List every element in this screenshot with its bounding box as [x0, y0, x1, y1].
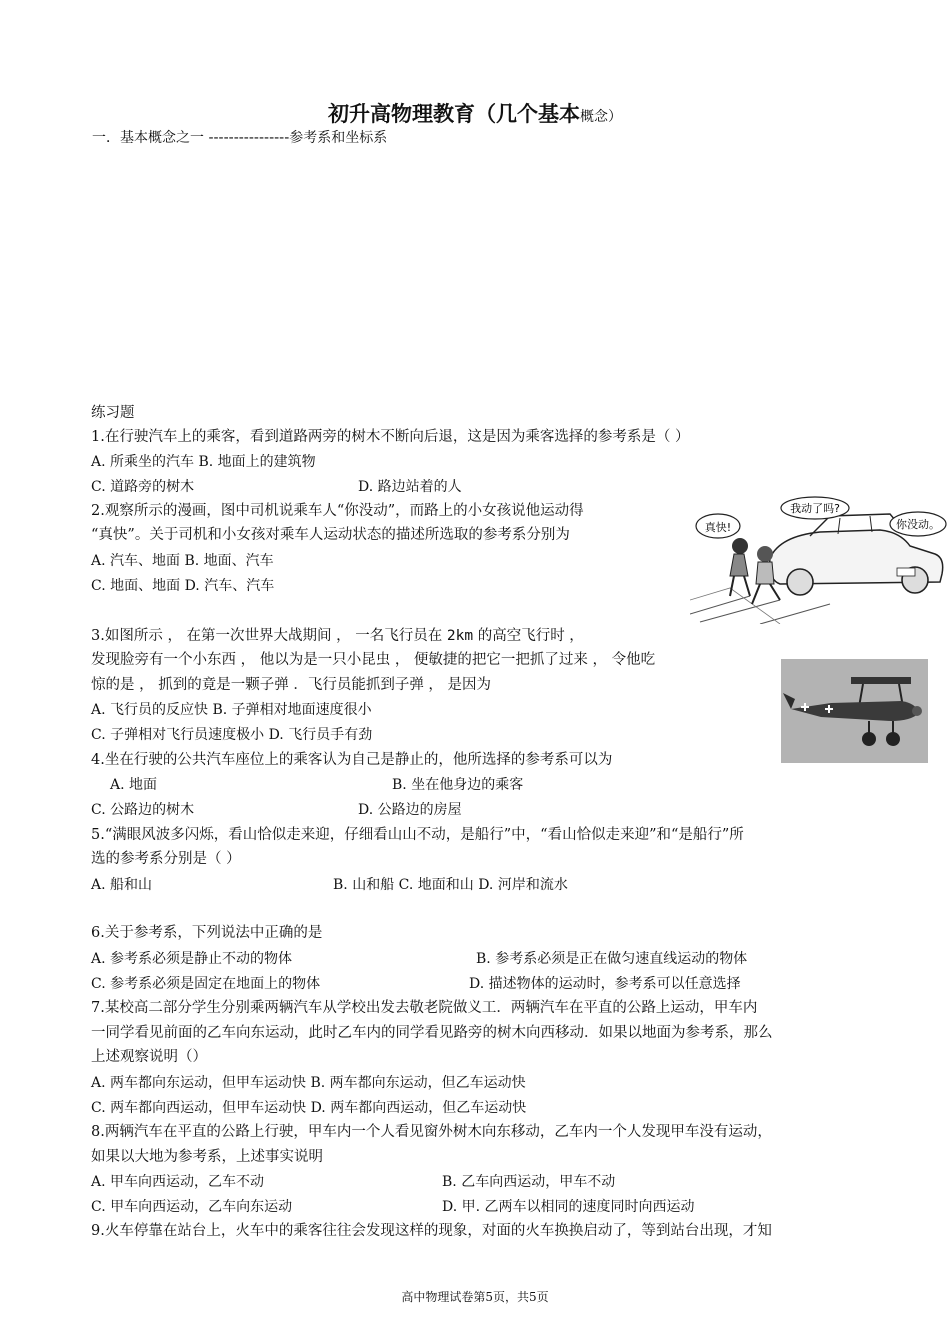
page-footer: 高中物理试卷第5页，共5页 [401, 1290, 549, 1304]
q3-stem-1c: 的高空飞行时 ， [473, 628, 584, 644]
page-title [0, 98, 950, 128]
q1-option-d: D. 路边站着的人 [358, 479, 462, 495]
q4-stem: 4.坐在行驶的公共汽车座位上的乘客认为自己是静止的，他所选择的参考系可以为 [91, 752, 613, 768]
q8-option-b: B. 乙车向西运动，甲车不动 [442, 1174, 616, 1190]
q1-option-c: C. 道路旁的树木 [91, 479, 195, 495]
q5-options-bcd: B. 山和船 C. 地面和山 D. 河岸和流水 [333, 877, 568, 893]
q5-stem-2: 选的参考系分别是（ ） [91, 851, 241, 867]
cartoon-car-illustration [690, 496, 950, 624]
q5-stem-1: 5.“满眼风波多闪烁，看山恰似走来迎，仔细看山山不动，是船行”中，“看山恰似走来迎”和“是船行”所 [91, 827, 744, 843]
q2-options-1: A. 汽车、地面 B. 地面、汽车 [91, 553, 274, 569]
q3-stem-3: 惊的是 ， 抓到的竟是一颗子弹 ．飞行员能抓到子弹 ， 是因为 [91, 677, 492, 693]
q3-options-1: A. 飞行员的反应快 B. 子弹相对地面速度很小 [91, 702, 372, 718]
q7-stem-2: 一同学看见前面的乙车向东运动，此时乙车内的同学看见路旁的树木向西移动．如果以地面为参考系，那么 [91, 1025, 773, 1041]
q3-stem-1 [91, 626, 584, 646]
bubble-you-didnt-move: 你没动。 [896, 518, 940, 531]
q8-option-d: D. 甲. 乙两车以相同的速度同时向西运动 [442, 1199, 695, 1215]
section-heading: 一．基本概念之一 ----------------参考系和坐标系 [92, 130, 388, 146]
q6-stem: 6.关于参考系，下列说法中正确的是 [91, 925, 323, 941]
q8-stem-2: 如果以大地为参考系，上述事实说明 [91, 1149, 323, 1165]
q2-stem-1: 2.观察所示的漫画，图中司机说乘车人“你没动”，而路上的小女孩说他运动得 [91, 503, 584, 519]
q4-option-b: B. 坐在他身边的乘客 [392, 777, 524, 793]
q3-altitude: 2km [446, 628, 474, 644]
q4-option-d: D. 公路边的房屋 [358, 802, 462, 818]
q8-option-c: C. 甲车向西运动，乙车向东运动 [91, 1199, 293, 1215]
title-suffix: 概念） [580, 109, 622, 125]
q8-stem-1: 8.两辆汽车在平直的公路上行驶，甲车内一个人看见窗外树木向东移动，乙车内一个人发现甲车没有运动， [91, 1124, 772, 1140]
q5-option-a: A. 船和山 [91, 877, 153, 893]
q4-option-a: A. 地面 [110, 777, 158, 793]
q1-stem: 1.在行驶汽车上的乘客，看到道路两旁的树木不断向后退，这是因为乘客选择的参考系是（ ） [91, 429, 690, 445]
q8-option-a: A. 甲车向西运动，乙车不动 [91, 1174, 265, 1190]
q4-option-c: C. 公路边的树木 [91, 802, 195, 818]
exercises-heading: 练习题 [91, 405, 135, 421]
bubble-fast: 真快! [704, 521, 732, 534]
q1-options-ab: A. 所乘坐的汽车 B. 地面上的建筑物 [91, 454, 316, 470]
q2-stem-2: “真快”。关于司机和小女孩对乘车人运动状态的描述所选取的参考系分别为 [91, 527, 570, 543]
q6-option-d: D. 描述物体的运动时，参考系可以任意选择 [469, 976, 741, 992]
title-main: 初升高物理教育（几个基本 [328, 102, 580, 126]
q2-options-2: C. 地面、地面 D. 汽车、汽车 [91, 578, 275, 594]
biplane-photo [781, 659, 928, 763]
q6-option-c: C. 参考系必须是固定在地面上的物体 [91, 976, 321, 992]
bubble-did-i-move: 我动了吗? [790, 502, 840, 515]
q6-option-b: B. 参考系必须是正在做匀速直线运动的物体 [476, 951, 748, 967]
q6-option-a: A. 参考系必须是静止不动的物体 [91, 951, 293, 967]
q7-stem-3: 上述观察说明（） [91, 1049, 207, 1065]
q9-stem-1: 9.火车停靠在站台上，火车中的乘客往往会发现这样的现象，对面的火车换换启动了，等到站台出现，才知 [91, 1223, 772, 1239]
q7-options-1: A. 两车都向东运动，但甲车运动快 B. 两车都向东运动，但乙车运动快 [91, 1075, 526, 1091]
q7-stem-1: 7.某校高二部分学生分别乘两辆汽车从学校出发去敬老院做义工．两辆汽车在平直的公路上运动，甲车内 [91, 1000, 758, 1016]
q3-stem-2: 发现脸旁有一个小东西 ， 他以为是一只小昆虫 ， 便敏捷的把它一把抓了过来 ， 令他吃 [91, 652, 656, 668]
q3-stem-1a: 3.如图所示 ， 在第一次世界大战期间 ， 一名飞行员在 [91, 628, 447, 644]
q7-options-2: C. 两车都向西运动，但甲车运动快 D. 两车都向西运动，但乙车运动快 [91, 1100, 527, 1116]
q3-options-2: C. 子弹相对飞行员速度极小 D. 飞行员手有劲 [91, 727, 373, 743]
